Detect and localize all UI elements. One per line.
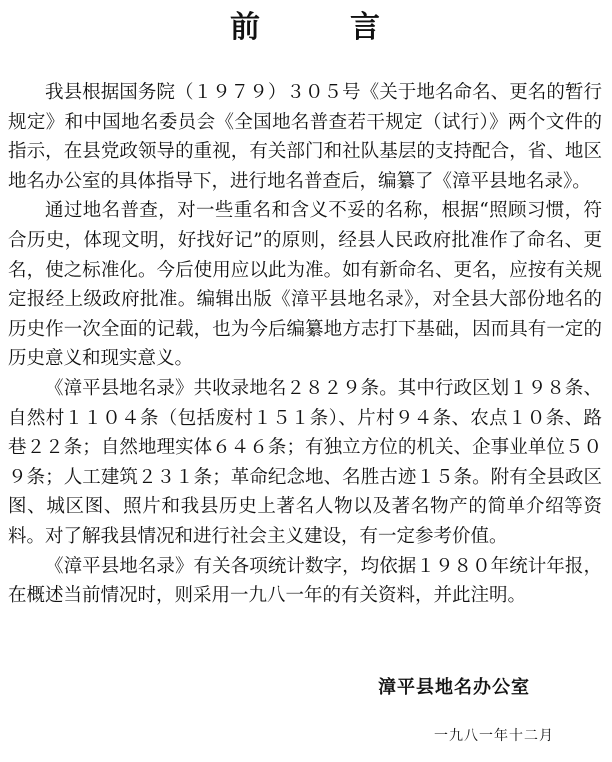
signature-office: 漳平县地名办公室 [378,677,530,698]
document-body [8,78,602,611]
signature-date: 一九八一年十二月 [434,728,554,744]
page-title: 前言 [230,10,470,45]
paragraph-1: 我县根据国务院（１９７９）３０５号《关于地名命名、更名的暂行规定》和中国地名委员会《全国地名普查若干规定（试行）》两个文件的指示，在县党政领导的重视，有关部门和社队基层的支持配合，省、地区地名办公室的具体指导下，进行地名普查后，编纂了《漳平县地名录》。 [8,82,602,192]
paragraph-2: 通过地名普查，对一些重名和含义不妥的名称，根据“照顾习惯，符合历史，体现文明，好找好记”的原则，经县人民政府批准作了命名、更名，使之标准化。今后使用应以此为准。如有新命名、更名，应按有关规定报经上级政府批准。编辑出版《漳平县地名录》，对全县大部份地名的历史作一次全面的记载，也为今后编纂地方志打下基础，因而具有一定的历史意义和现实意义。 [8,200,602,370]
paragraph-3: 《漳平县地名录》共收录地名２８２９条。其中行政区划１９８条、自然村１１０４条（包括废村１５１条）、片村９４条、农点１０条、路巷２２条；自然地理实体６４６条；有独立方位的机关、企事业单位５０９条；人工建筑２３１条；革命纪念地、名胜古迹１５条。附有全县政区图、城区图、照片和我县历史上著名人物以及著名物产的简单介绍等资料。对了解我县情况和进行社会主义建设，有一定参考价值。 [8,377,602,547]
paragraph-4: 《漳平县地名录》有关各项统计数字，均依据１９８０年统计年报，在概述当前情况时，则采用一九八一年的有关资料，并此注明。 [8,555,602,607]
